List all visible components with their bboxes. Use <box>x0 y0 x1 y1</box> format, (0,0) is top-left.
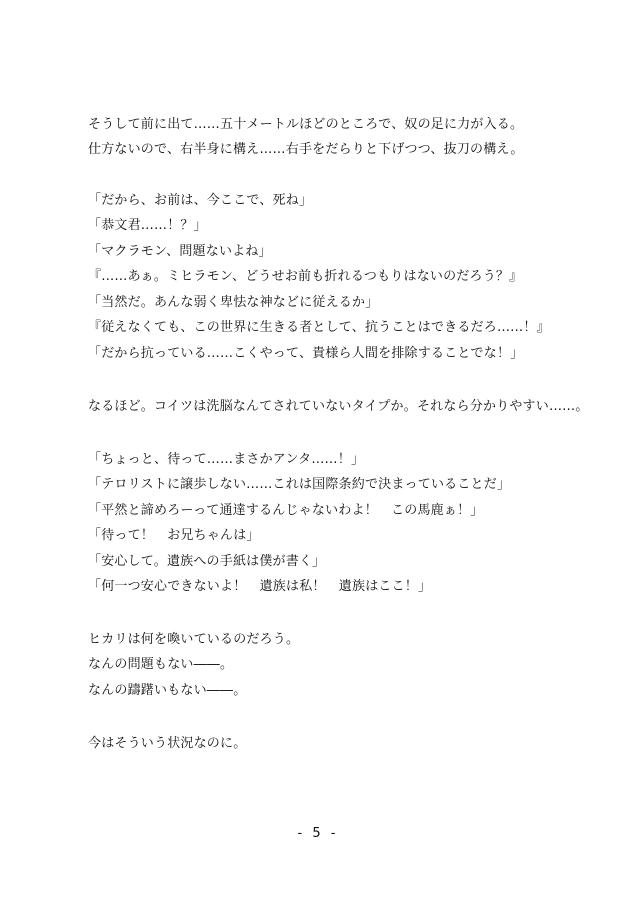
text-line: 「安心して。遺族への手紙は僕が書く」 <box>88 554 326 569</box>
text-line: 「ちょっと、待って……まさかアンタ……！」 <box>88 452 365 467</box>
text-line: なるほど。コイツは洗脳なんてされていないタイプか。それなら分かりやすい……。 <box>88 399 589 414</box>
text-line: ヒカリは何を喚いているのだろう。 <box>88 632 300 647</box>
text-line: 『……あぁ。ミヒラモン、どうせお前も折れるつもりはないのだろう？』 <box>88 269 523 284</box>
text-line: なんの問題もない――。 <box>88 657 234 672</box>
text-line: 『従えなくても、この世界に生きる者として、抗うことはできるだろ……！』 <box>88 320 550 335</box>
text-line: 「何一つ安心できないよ！ 遺族は私！ 遺族はここ！」 <box>88 579 432 594</box>
text-line: 「テロリストに譲歩しない……これは国際条約で決まっていることだ」 <box>88 477 511 492</box>
text-line: 「平然と諦めろーって通達するんじゃないわよ！ この馬鹿ぁ！」 <box>88 503 484 518</box>
page-number: - 5 - <box>297 826 339 841</box>
text-line: なんの躊躇いもない――。 <box>88 683 247 698</box>
text-line: 「恭文君……！？」 <box>88 218 207 233</box>
text-line: 「待って！ お兄ちゃんは」 <box>88 528 260 543</box>
text-line: 仕方ないので、右半身に構え……右手をだらりと下げつつ、抜刀の構え。 <box>88 142 524 157</box>
text-line: そうして前に出て……五十メートルほどのところで、奴の足に力が入る。 <box>88 117 524 132</box>
text-line: 「だから抗っている……こくやって、貴様ら人間を排除することでな！」 <box>88 346 524 361</box>
text-line: 「当然だ。あんな弱く卑怯な神などに従えるか」 <box>88 295 379 310</box>
text-line: 「だから、お前は、今ここで、死ね」 <box>88 193 313 208</box>
text-line: 「マクラモン、問題ないよね」 <box>88 244 272 259</box>
text-line: 今はそういう状況なのに。 <box>88 736 247 751</box>
